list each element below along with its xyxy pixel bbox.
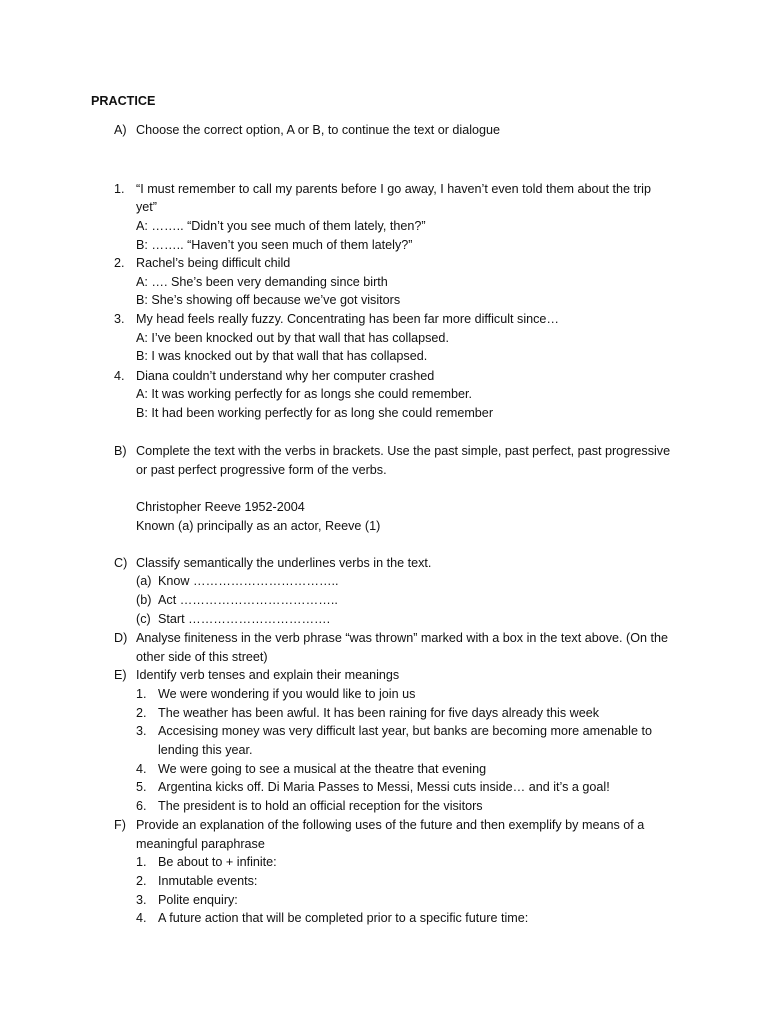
section-c-item-a-text: Know …………………………….. [158, 574, 339, 588]
section-e-item-4-text: We were going to see a musical at the theatre that evening [158, 762, 487, 776]
section-a-item-1-line-1: “I must remember to call my parents before I go away, I haven’t even told them about the trip [136, 182, 651, 196]
section-c-item-c-text: Start ……………………………. [158, 612, 331, 626]
section-a-item-4-line-1: Diana couldn’t understand why her computer crashed [136, 369, 435, 383]
section-f-item-3-number: 3. [136, 893, 147, 907]
section-e-item-1-text: We were wondering if you would like to join us [158, 687, 416, 701]
section-f-item-2-text: Inmutable events: [158, 874, 258, 888]
section-f-item-3-text: Polite enquiry: [158, 893, 238, 907]
section-a-item-2-number: 2. [114, 256, 125, 270]
page-title: PRACTICE [91, 94, 156, 108]
section-a-heading: Choose the correct option, A or B, to continue the text or dialogue [136, 123, 501, 137]
section-a-item-2-option-b: B: She’s showing off because we’ve got visitors [136, 293, 401, 307]
section-e-item-3-number: 3. [136, 724, 147, 738]
section-f-item-1-text: Be about to + infinite: [158, 855, 277, 869]
section-f-item-1-number: 1. [136, 855, 147, 869]
section-e-item-3-text-1: Accesising money was very difficult last year, but banks are becoming more amenable to [158, 724, 652, 738]
section-f-line-1: Provide an explanation of the following uses of the future and then exemplify by means of a [136, 818, 645, 832]
section-d-line-1: Analyse finiteness in the verb phrase “was thrown” marked with a box in the text above. (On the [136, 631, 669, 645]
section-a-item-2-option-a: A: …. She’s been very demanding since birth [136, 275, 388, 289]
section-f-item-4-text: A future action that will be completed prior to a specific future time: [158, 911, 529, 925]
section-a-item-3-option-a: A: I’ve been knocked out by that wall that has collapsed. [136, 331, 449, 345]
section-a-item-1-option-b: B: …….. “Haven’t you seen much of them lately?” [136, 238, 413, 252]
section-f-item-4-number: 4. [136, 911, 147, 925]
section-e-item-4-number: 4. [136, 762, 147, 776]
section-e-item-1-number: 1. [136, 687, 147, 701]
section-e-item-6-text: The president is to hold an official reception for the visitors [158, 799, 483, 813]
section-d-line-2: other side of this street) [136, 650, 268, 664]
section-a-item-3-line-1: My head feels really fuzzy. Concentrating has been far more difficult since… [136, 312, 560, 326]
section-e-item-5-text: Argentina kicks off. Di Maria Passes to Messi, Messi cuts inside… and it’s a goal! [158, 780, 610, 794]
section-c-item-b-text: Act ……………………………….. [158, 593, 338, 607]
section-e-marker: E) [114, 668, 127, 682]
section-a-marker: A) [114, 123, 127, 137]
section-a-item-4-option-b: B: It had been working perfectly for as long she could remember [136, 406, 494, 420]
section-b-line-2: or past perfect progressive form of the verbs. [136, 463, 387, 477]
section-a-item-1-option-a: A: …….. “Didn’t you see much of them lately, then?” [136, 219, 426, 233]
section-a-item-3-option-b: B: I was knocked out by that wall that has collapsed. [136, 349, 428, 363]
section-b-text-line: Known (a) principally as an actor, Reeve (1) [136, 519, 381, 533]
section-e-item-5-number: 5. [136, 780, 147, 794]
section-a-item-4-number: 4. [114, 369, 125, 383]
section-f-item-2-number: 2. [136, 874, 147, 888]
section-a-item-1-line-2: yet” [136, 200, 157, 214]
section-c-marker: C) [114, 556, 128, 570]
section-c-item-a-label: (a) [136, 574, 152, 588]
section-b-text-title: Christopher Reeve 1952-2004 [136, 500, 305, 514]
section-d-marker: D) [114, 631, 128, 645]
section-e-item-2-number: 2. [136, 706, 147, 720]
section-a-item-3-number: 3. [114, 312, 125, 326]
section-a-item-2-line-1: Rachel’s being difficult child [136, 256, 291, 270]
section-e-heading: Identify verb tenses and explain their meanings [136, 668, 400, 682]
section-c-item-b-label: (b) [136, 593, 152, 607]
section-f-marker: F) [114, 818, 126, 832]
section-e-item-2-text: The weather has been awful. It has been raining for five days already this week [158, 706, 600, 720]
section-b-line-1: Complete the text with the verbs in brackets. Use the past simple, past perfect, past progressive [136, 444, 671, 458]
section-c-heading: Classify semantically the underlines verbs in the text. [136, 556, 432, 570]
section-e-item-6-number: 6. [136, 799, 147, 813]
section-b-marker: B) [114, 444, 127, 458]
section-a-item-4-option-a: A: It was working perfectly for as longs she could remember. [136, 387, 472, 401]
section-e-item-3-text-2: lending this year. [158, 743, 253, 757]
section-a-item-1-number: 1. [114, 182, 125, 196]
section-f-line-2: meaningful paraphrase [136, 837, 265, 851]
section-c-item-c-label: (c) [136, 612, 151, 626]
